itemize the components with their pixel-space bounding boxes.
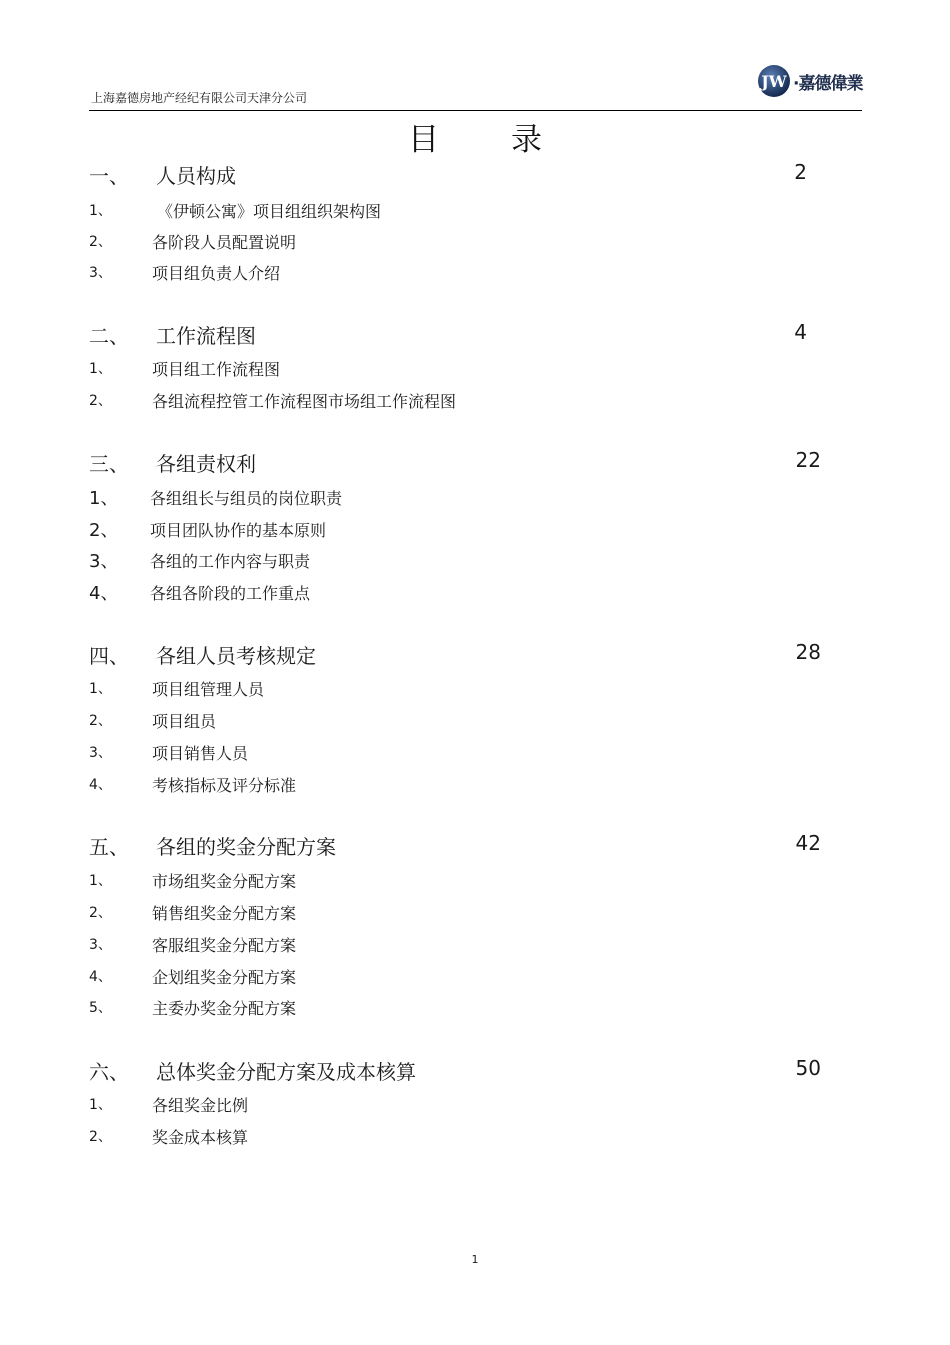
- company-logo: [757, 64, 862, 98]
- item-number: 3、: [89, 551, 119, 572]
- item-title: 各组组长与组员的岗位职责: [150, 489, 343, 508]
- item-title: 市场组奖金分配方案: [152, 872, 297, 891]
- section-title: 各组责权利: [156, 452, 256, 476]
- item-number: 5、: [89, 1000, 112, 1016]
- item-title: 各组的工作内容与职责: [150, 552, 311, 571]
- item-number: 3、: [89, 265, 112, 281]
- item-number: 2、: [89, 234, 112, 250]
- section-page-number: 28: [795, 640, 821, 664]
- logo-mark-letters: JW: [761, 72, 787, 91]
- page-title: 目录: [408, 122, 614, 158]
- section-title: 工作流程图: [156, 324, 256, 348]
- section-title: 各组的奖金分配方案: [156, 835, 336, 859]
- item-title: 主委办奖金分配方案: [152, 999, 297, 1018]
- toc-section-1[interactable]: [89, 160, 821, 188]
- section-page-number: 2: [794, 160, 807, 184]
- section-page-number: 50: [795, 1056, 821, 1080]
- section-page-number: 22: [795, 448, 821, 472]
- section-page-number: 42: [795, 831, 821, 855]
- section-number: 三、: [89, 452, 129, 476]
- page-number: 1: [471, 1253, 479, 1266]
- item-number: 1、: [89, 1097, 112, 1113]
- item-number: 2、: [89, 905, 112, 921]
- item-title: 各阶段人员配置说明: [152, 233, 297, 252]
- section-number: 四、: [89, 644, 129, 668]
- item-title: 《伊顿公寓》项目组组织架构图: [157, 202, 382, 221]
- toc-section-6[interactable]: [89, 1056, 821, 1084]
- item-title: 考核指标及评分标准: [152, 776, 297, 795]
- toc-section-3[interactable]: [89, 448, 821, 476]
- header-company-name: 上海嘉德房地产经纪有限公司天津分公司: [91, 91, 308, 105]
- section-title: 人员构成: [156, 164, 236, 188]
- item-number: 1、: [89, 488, 119, 509]
- item-title: 客服组奖金分配方案: [152, 936, 297, 955]
- item-title: 销售组奖金分配方案: [152, 904, 297, 923]
- toc-section-5[interactable]: [89, 831, 821, 859]
- header-divider: [89, 110, 862, 111]
- item-number: 4、: [89, 777, 112, 793]
- section-number: 五、: [89, 835, 129, 859]
- item-title: 企划组奖金分配方案: [152, 968, 297, 987]
- company-logo-icon: [757, 64, 791, 98]
- toc-section-2[interactable]: [89, 320, 821, 348]
- item-title: 各组各阶段的工作重点: [150, 584, 311, 603]
- item-number: 2、: [89, 713, 112, 729]
- item-number: 2、: [89, 393, 112, 409]
- toc-section-4[interactable]: [89, 640, 821, 668]
- item-title: 项目组工作流程图: [152, 360, 281, 379]
- item-number: 1、: [89, 203, 112, 219]
- item-title: 各组奖金比例: [152, 1096, 249, 1115]
- section-number: 二、: [89, 324, 129, 348]
- item-title: 项目组负责人介绍: [152, 264, 281, 283]
- logo-text: ·嘉德偉業: [793, 73, 863, 94]
- item-number: 1、: [89, 361, 112, 377]
- section-title: 总体奖金分配方案及成本核算: [156, 1060, 416, 1084]
- section-number: 一、: [89, 164, 129, 188]
- item-number: 4、: [89, 969, 112, 985]
- item-title: 项目团队协作的基本原则: [150, 521, 327, 540]
- item-number: 3、: [89, 937, 112, 953]
- section-number: 六、: [89, 1060, 129, 1084]
- item-number: 1、: [89, 681, 112, 697]
- item-title: 奖金成本核算: [152, 1128, 249, 1147]
- section-page-number: 4: [794, 320, 807, 344]
- item-number: 1、: [89, 873, 112, 889]
- section-title: 各组人员考核规定: [156, 644, 316, 668]
- item-title: 项目销售人员: [152, 744, 249, 763]
- item-number: 3、: [89, 745, 112, 761]
- item-number: 2、: [89, 1129, 112, 1145]
- item-title: 项目组员: [152, 712, 217, 731]
- item-number: 2、: [89, 520, 119, 541]
- item-title: 各组流程控管工作流程图市场组工作流程图: [152, 392, 457, 411]
- item-title: 项目组管理人员: [152, 680, 265, 699]
- item-number: 4、: [89, 583, 119, 604]
